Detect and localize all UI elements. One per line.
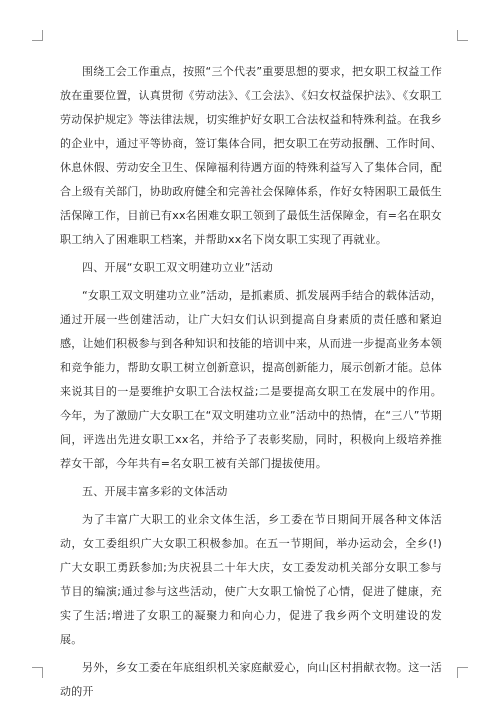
paragraph-donation: 另外，乡女工委在年底组织机关家庭献爱心，向山区村捐献衣物。这一活动的开 (60, 661, 442, 698)
paragraph-rights-protection: 围绕工会工作重点，按照“三个代表”重要思想的要求，把女职工权益工作放在重要位置，认真贯彻《劳动法》、《工会法》、《妇女权益保护法》、《女职工劳动保护规定》等法律法规，切实维护好女职工合法权益和特殊利益。在我乡的企业中，通过平等协商，签订集体合同，把女职工在劳动报酬、工作时间、休息休假、劳动安全卫生、保障福利待遇方面的特殊利益写入了集体合同，配合上级有关部门，协助政府健全和完善社会保障体系，作好女特困职工最低生活保障工作，目前已有xx名困难女职工领到了最低生活保障金，有=名在职女职工纳入了困难职工档案，并帮助xx名下岗女职工实现了再就业。 (60, 65, 442, 246)
section-heading-four: 四、开展“女职工双文明建功立业”活动 (82, 261, 273, 274)
document-body (60, 60, 442, 708)
crop-mark-top-left (32, 30, 43, 41)
paragraph-merit-activity: “女职工双文明建功立业”活动，是抓素质、抓发展两手结合的载体活动，通过开展一些创建活动，让广大妇女们认识到提高自身素质的责任感和紧迫感，让她们积极参与到各种知识和技能的培训中来，从而进一步提高业务本领和竞争能力，帮助女职工树立创新意识，提高创新能力，展示创新才能。总体来说其目的一是要维护女职工合法权益;二是要提高女职工在发展中的作用。今年，为了激励广大女职工在“双文明建功立业”活动中的热情，在“三八”节期间，评选出先进女职工xx名，并给予了表彰奖励，同时，积极向上级培养推荐女干部，今年共有=名女职工被有关部门提拔使用。 (60, 289, 442, 470)
crop-mark-top-right (457, 30, 468, 41)
crop-mark-bottom-left (32, 667, 43, 678)
section-heading-five: 五、开展丰富多彩的文体活动 (82, 485, 228, 498)
paragraph-cultural-activities: 为了丰富广大职工的业余文体生活，乡工委在节日期间开展各种文体活动，女工委组织广大女职工积极参加。在五一节期间，举办运动会，全乡(!)广大女职工勇跃参加;为庆祝县二十年大庆，女工委发动机关部分女职工参与节目的编演;通过参与这些活动，使广大女职工愉悦了心情，促进了健康，充实了生活;增进了女职工的凝聚力和向心力，促进了我乡两个文明建设的发展。 (60, 513, 442, 646)
crop-mark-bottom-right (457, 667, 468, 678)
